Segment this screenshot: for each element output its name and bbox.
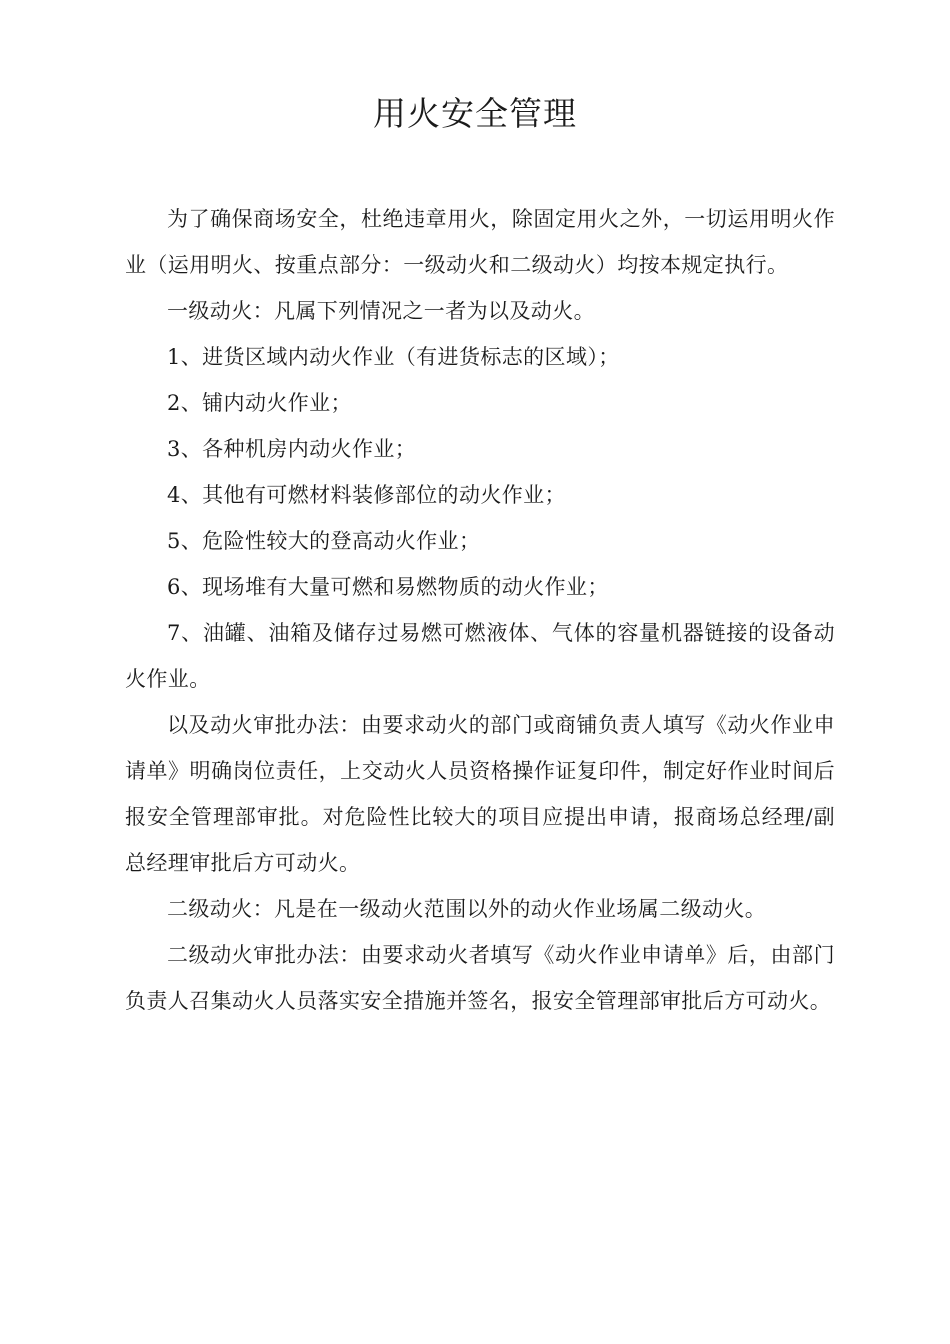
document-title: 用火安全管理 xyxy=(373,94,577,133)
list-item-6: 6、现场堆有大量可燃和易燃物质的动火作业； xyxy=(167,575,609,599)
paragraph-level-one-definition: 一级动火：凡属下列情况之一者为以及动火。 xyxy=(167,299,595,323)
list-item-4: 4、其他有可燃材料装修部位的动火作业； xyxy=(167,483,566,507)
list-item-3: 3、各种机房内动火作业； xyxy=(167,437,417,461)
list-item-7: 7、油罐、油箱及储存过易燃可燃液体、气体的容量机器链接的设备动火作业。 xyxy=(125,621,835,691)
list-item-2: 2、铺内动火作业； xyxy=(167,391,352,415)
paragraph-level-two-definition: 二级动火：凡是在一级动火范围以外的动火作业场属二级动火。 xyxy=(167,897,767,921)
paragraph-level-one-approval: 以及动火审批办法：由要求动火的部门或商铺负责人填写《动火作业申请单》明确岗位责任，上交动火人员资格操作证复印件，制定好作业时间后报安全管理部审批。对危险性比较大的项目应提出申请，报商场总经理/副总经理审批后方可动火。 xyxy=(125,713,835,875)
list-item-1: 1、进货区域内动火作业（有进货标志的区域）； xyxy=(167,345,620,369)
paragraph-level-two-approval: 二级动火审批办法：由要求动火者填写《动火作业申请单》后，由部门负责人召集动火人员落实安全措施并签名，报安全管理部审批后方可动火。 xyxy=(125,943,835,1013)
document-body xyxy=(125,196,835,1024)
paragraph-intro: 为了确保商场安全，杜绝违章用火，除固定用火之外，一切运用明火作业（运用明火、按重点部分：一级动火和二级动火）均按本规定执行。 xyxy=(125,207,835,277)
list-item-5: 5、危险性较大的登高动火作业； xyxy=(167,529,481,553)
